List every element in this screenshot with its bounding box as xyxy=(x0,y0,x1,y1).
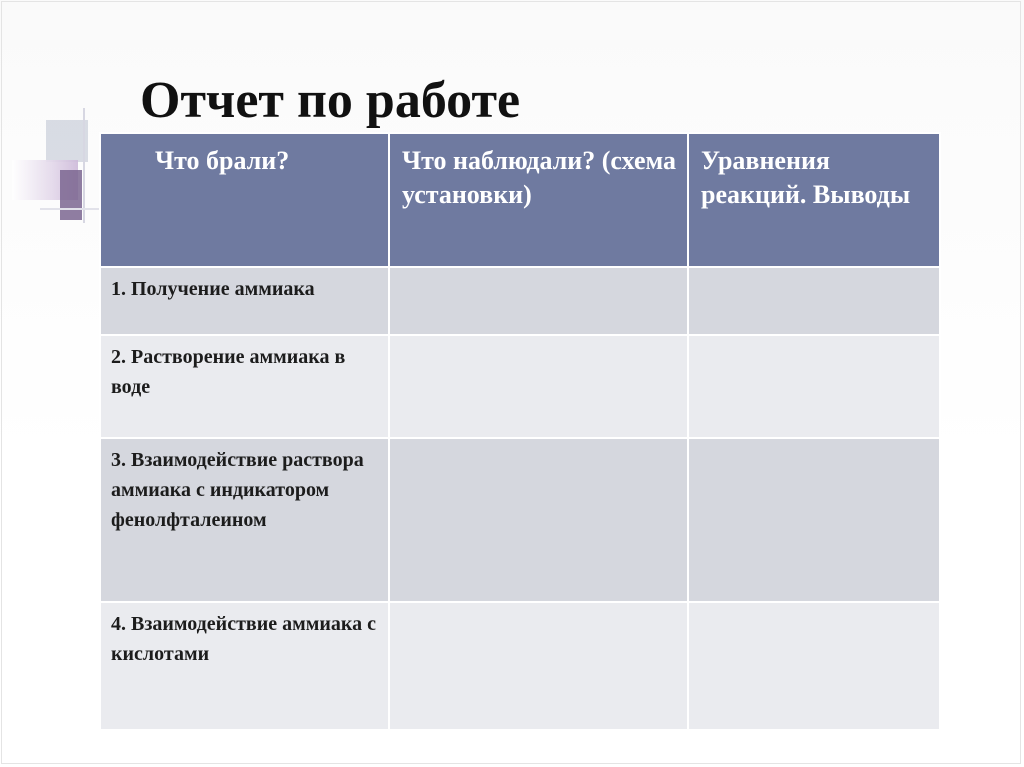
header-cell-taken: Что брали? xyxy=(100,133,389,267)
decorative-horizontal-line xyxy=(40,208,100,210)
table-header-row xyxy=(100,133,940,267)
cell-conclusions xyxy=(688,602,940,730)
report-table xyxy=(99,132,941,731)
header-cell-equations: Уравнения реакций. Выводы xyxy=(688,133,940,267)
cell-item: 2. Растворение аммиака в воде xyxy=(100,335,389,438)
cell-conclusions xyxy=(688,267,940,335)
cell-observed xyxy=(389,438,688,602)
cell-conclusions xyxy=(688,438,940,602)
table-row xyxy=(100,267,940,335)
table-row xyxy=(100,335,940,438)
cell-item: 1. Получение аммиака xyxy=(100,267,389,335)
cell-item: 4. Взаимодействие аммиака с кислотами xyxy=(100,602,389,730)
table-row xyxy=(100,602,940,730)
header-cell-observed: Что наблюдали? (схема установки) xyxy=(389,133,688,267)
cell-item: 3. Взаимодействие раствора аммиака с индикатором фенолфталеином xyxy=(100,438,389,602)
slide-title: Отчет по работе xyxy=(140,72,521,129)
cell-observed xyxy=(389,602,688,730)
cell-observed xyxy=(389,267,688,335)
cell-observed xyxy=(389,335,688,438)
table-row xyxy=(100,438,940,602)
cell-conclusions xyxy=(688,335,940,438)
decorative-square xyxy=(46,120,88,162)
decorative-vertical-line xyxy=(83,108,85,223)
decorative-purple-block xyxy=(60,170,82,220)
